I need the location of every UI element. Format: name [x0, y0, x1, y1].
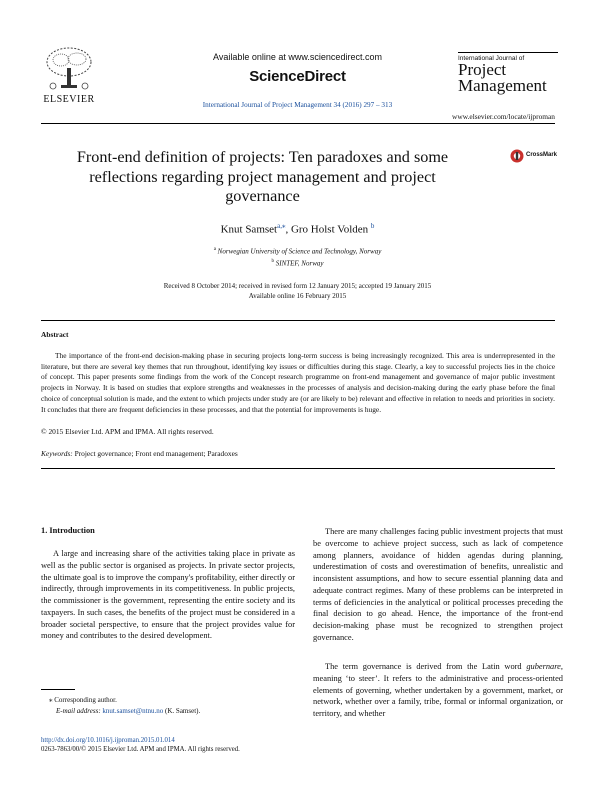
para2-part-b: , meaning ‘to steer’. It refers to the administrative and process-oriented elements of governing, whether undertaken by a government, market, or network, whether over a family, tribe, formal or informal organization, or territory, and whether: [313, 662, 563, 718]
header-divider: [41, 123, 555, 124]
email-suffix: (K. Samset).: [163, 707, 201, 715]
affiliation-a-text: Norwegian University of Science and Technology, Norway: [217, 247, 382, 256]
intro-right-paragraph-2: [313, 661, 563, 720]
para2-emphasis: gubernare: [526, 662, 561, 671]
affiliation-a-mark: a: [213, 247, 216, 252]
available-online-line: Available online at www.sciencedirect.com: [213, 52, 382, 62]
journal-logo-line1: Project: [458, 60, 507, 79]
article-title: Front-end definition of projects: Ten paradoxes and some reflections regarding project management and project governance: [76, 148, 449, 205]
affiliation-b-mark: b: [271, 258, 275, 264]
intro-left-paragraph: A large and increasing share of the activities taking place in private as well as the public sector is organised as projects. In private sector projects, the ultimate goal is to improve the company's profitability, either directly or indirectly, through improvements in its competitiveness. In public projects, the commissioner is the government, representing the entire society and its taxpayers. In such cases, the benefits of the project must be considered in a broader societal perspective, to ensure that the project provides value for money and contributes to the desired development.: [41, 549, 296, 641]
abstract-copyright: © 2015 Elsevier Ltd. APM and IPMA. All rights reserved.: [41, 427, 214, 436]
available-online-date: Available online 16 February 2015: [248, 291, 347, 300]
section-heading: 1. Introduction: [41, 526, 95, 535]
footnote-corresponding: Corresponding author.: [54, 696, 117, 704]
footnote-divider: [41, 689, 75, 690]
keywords-line: [41, 449, 555, 458]
author-2: Gro Holst Volden: [290, 223, 369, 236]
author-2-affiliation[interactable]: b: [370, 222, 375, 230]
affiliation-b-text: SINTEF, Norway: [275, 259, 324, 268]
para2-part-a: The term governance is derived from the Latin word: [325, 662, 527, 671]
affiliation-a: [130, 245, 465, 257]
sciencedirect-logo: ScienceDirect: [249, 68, 346, 85]
affiliations: [130, 245, 465, 269]
elsevier-tree-logo-icon: [41, 46, 97, 92]
footnote: [49, 695, 294, 717]
author-1: Knut Samset: [220, 223, 278, 236]
crossmark-icon: [510, 149, 524, 163]
email-link[interactable]: knut.samset@ntnu.no: [102, 707, 164, 715]
affiliation-b: [130, 257, 465, 269]
received-dates: Received 8 October 2014; received in revised form 12 January 2015; accepted 19 January 2015: [163, 282, 432, 290]
journal-logo-small: International Journal of: [458, 55, 525, 62]
issn-line: 0263-7863/00/© 2015 Elsevier Ltd. APM and IPMA. All rights reserved.: [41, 746, 240, 753]
doi-link[interactable]: http://dx.doi.org/10.1016/j.ijproman.2015.01.014: [41, 737, 175, 744]
abstract-text: The importance of the front-end decision-making phase in securing projects long-term success is being increasingly recognized. This area is underrepresented in the literature, but there are several key themes that run throughout, identifying key issues or difficulties during this stage. Clearly, a key to successful projects lies in the choice of concept. This paper presents some findings from the work of the Concept research programme on front-end management and governance of major public investment projects in Norway. It is based on studies that explore strengths and weaknesses in the processes of analysis and decision-making during the early phase before the final choice of conceptual solution is made, and the extent to which projects under study are (or are likely to be) relevant and effective in relation to needs and priorities in society. It concludes that there are frequent deficiencies in these processes, and that the potential for improvements is huge.: [41, 351, 555, 414]
abstract-top-divider: [41, 320, 555, 321]
journal-logo: [458, 52, 558, 94]
author-line: [130, 222, 465, 236]
abstract-heading: Abstract: [41, 330, 69, 339]
keywords-list: Project governance; Front end management; Paradoxes: [74, 449, 238, 458]
author-1-affiliation[interactable]: a,⁎: [277, 222, 286, 230]
crossmark-label: CrossMark: [526, 152, 558, 158]
journal-logo-line2: Management: [458, 76, 547, 95]
intro-right-paragraph-1: There are many challenges facing public investment projects that must be overcome to achieve project success, such as lack of competence among planners, avoidance of hidden agendas during planning, underestimation of costs and overestimation of benefits, unrealistic and inconsistent assumptions, and how to secure essential planning data and adequate contract regimes. Many of these problems can be interpreted in terms of deficiencies in the analytical or political processes preceding the final decision to go ahead. Hence, the importance of the front-end decision-making phase must be recognized to strengthen project governance.: [313, 527, 563, 642]
journal-reference[interactable]: International Journal of Project Management 34 (2016) 297 – 313: [202, 101, 393, 109]
footnote-mark: ⁎: [49, 696, 53, 704]
abstract-bottom-divider: [41, 468, 555, 469]
email-label: E-mail address:: [56, 707, 101, 715]
crossmark-badge[interactable]: [510, 148, 556, 166]
publisher-logo-text: ELSEVIER: [43, 94, 95, 105]
author-separator: ,: [285, 223, 291, 236]
article-history: [95, 282, 500, 301]
keywords-label: Keywords:: [41, 449, 73, 458]
journal-url[interactable]: www.elsevier.com/locate/ijproman: [452, 112, 555, 121]
